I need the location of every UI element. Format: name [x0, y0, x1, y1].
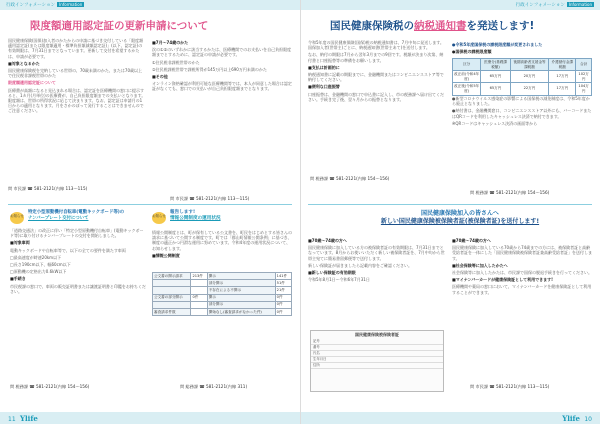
box2-title: 報告します! 情報公開制度の運用状況: [170, 210, 221, 221]
table-cell: [191, 280, 207, 287]
box1-title: 特定小型原動機付自転車(電動キックボード等)の ナンバープレート交付について: [28, 210, 125, 221]
ylife-logo-right: Ylife: [562, 414, 580, 423]
table-cell: [153, 301, 191, 308]
box2-body: 情報公開制度とは、町が保有している公文書を、町民をはじめとする皆さんの請求に基づいて公開する制度です。町では「郡山町情報公開条例」に基づき、制度の適正かつ円滑な運用に努めています。令和4年度の運用状況について、お知らせします。 ■情報公開制度: [152, 230, 292, 258]
right-page: [300, 0, 600, 424]
tax-limit-table: [452, 58, 592, 96]
left-contact-1: 問 市民課 ☎ 581-2121(内線 113～115): [8, 186, 88, 191]
table-cell: 開示: [207, 273, 275, 280]
page-number-left: 11: [8, 416, 16, 423]
table-cell: [153, 287, 191, 294]
table-cell: 22万円: [510, 83, 549, 95]
table-row: [153, 294, 292, 301]
left-contact-2: 問 市民課 ☎ 581-2121(内線 113～115): [170, 196, 250, 201]
table-cell: 不存在による不開示: [207, 287, 275, 294]
right-col1: 令和5年度の国民健康保険(国保)税の納税通知書は、7月中旬に発送します。国保加入者(世帯主)ごとに、納税通知書(世帯主あて)を送付します。 なお、納付の期限は7月から翌年3月までの9回です。税額が決まり次第、納付書と口座振替等の準備をお願いします。 ■支払は計画的に 納税通知書に記載の期限までに、金融機関またはコンビニエンスストア等で納付してください。 ■便利な口座振替 口座振替は、金融機関の窓口で申込書に記入し、市の税務課へ届け出てください。手続き完了後、翌々月からの振替となります。: [308, 40, 444, 102]
table-row: [153, 280, 292, 287]
left-col1: 国民健康保険(国保)加入者のかたからの申請に基づき交付している「限度額適用認定証(または限度額適用・標準負担額減額認定証)」(以下、認定証)の有効期限は、7月31日までとなっています。更新して交付を希望するかたは、申請が必要です。 ■対象となるかた 国民健康保険税を完納している世帯の、70歳未満のかた、または70歳以上で住民税非課税世帯のかた 限度額適用認定証について 医療費が高額になると見込まれる場合は、認定証を医療機関の窓口に提示すると、1カ月(月単位)の医療費が、自己負担限度額までの支払いとなります。限度額は、世帯の所得状況に応じて決まります。なお、認定証は申請月の1日からの適用となります。月をさかのぼって発行することはできませんのでご注意ください。: [8, 38, 146, 114]
left-title: 限度額適用認定証の更新申請について: [30, 20, 209, 32]
table-cell: 65万円: [481, 83, 510, 95]
table-cell: 部分開示: [207, 280, 275, 287]
table-cell: 部分開示: [207, 301, 275, 308]
disclosure-table: [152, 272, 292, 316]
table-cell: 開始なし(審査請求がなかった件): [207, 308, 275, 315]
table-cell: 102万円: [576, 71, 592, 83]
table-cell: [191, 308, 207, 315]
table-cell: 0件: [191, 294, 207, 301]
table-cell: 20万円: [510, 71, 549, 83]
table-header-cell: 区分: [453, 59, 481, 71]
left-col2: ■7月～74歳のかた 次の①②のいずれかに該当するかたは、医療機関でのお支払いを自己負担限度額までとするために、認定証の申請が必要です。 ①住民税非課税世帯のかた ②住民税課税世帯で課税所得が145万円以上690万円未満のかた ■その他 オンライン資格確認が利用可能な医療機関等では、本人が同意した場合は認定証がなくても、窓口での支払いが自己負担限度額までとなります。: [152, 40, 292, 92]
table-cell: 公文書の開示請求: [153, 273, 191, 280]
table-cell: 審査請求件数: [153, 308, 191, 315]
table-cell: 改正前(令和4年度): [453, 71, 481, 83]
table-cell: 0件: [275, 308, 291, 315]
table-cell: [191, 301, 207, 308]
divider: [8, 204, 292, 205]
notice-pill: お知らせ: [10, 212, 24, 224]
table-header-cell: 合計: [576, 59, 592, 71]
page-number-right: 10: [584, 416, 592, 423]
table-cell: 213件: [191, 273, 207, 280]
left-header: 行政インフォメーション Information: [6, 2, 83, 8]
sub-col2: ■70歳～74歳の方へ 国民健康保険に加入している70歳から74歳までの方には、被保険者証と高齢受給者証を一体にした「国民健康保険被保険者証兼高齢受給者証」を送付します。 ■社会保険等に加入したかたへ 社会保険等に加入したかたは、市民課で国保の脱退手続きを行ってください。 ■マイナンバーカードが健康保険証として利用できます! 医療機関や薬局の窓口において、マイナンバーカードを健康保険証として利用することができます。: [452, 238, 592, 295]
table-row: [453, 71, 592, 83]
table-cell: 0件: [275, 294, 291, 301]
table-row: [153, 273, 292, 280]
box1-contact: 問 税務課 ☎ 581-2121(内線 154～156): [10, 384, 90, 389]
right-title: 国民健康保険税の納税通知書を発送します!: [330, 20, 535, 32]
table-cell: [153, 280, 191, 287]
notice-pill-2: お知らせ: [152, 212, 166, 224]
right-contact-2: 問 税務課 ☎ 581-2121(内線 154～156): [470, 190, 550, 195]
right-col2-notes: ●新型コロナウイルス感染症の影響による国保税の減免制度は、令和5年度から廃止となりました。 ●納付書は、金融機関窓口、コンビニエンスストア以外にも、バーコードまたはQRコードを利用したキャッシュレス決済で納付できます。 ※QRコードはキャッシュレス決済の画面等から: [452, 96, 592, 126]
table-cell: 104万円: [576, 83, 592, 95]
table-cell: 51件: [275, 280, 291, 287]
table-row: [153, 308, 292, 315]
sub-col1: ■70歳～74歳の方へ 国民健康保険に加入している方の被保険者証の有効期限は、7月31日までとなっています。8月からお使いいただく新しい被保険者証を、7月中旬から世帯主宛てに簡易書留郵便等で送付します。 新しい保険証が届きましたら記載内容をご確認ください。 ■新しい保険証の有効期限 令和5年8月1日～令和6年7月31日: [308, 238, 445, 283]
table-cell: 公文書の部分開示: [153, 294, 191, 301]
table-row: [453, 83, 592, 95]
table-cell: [191, 287, 207, 294]
table-cell: 17万円: [549, 71, 576, 83]
insurance-card-title: 国民健康保険加入の皆さんへ 新しい国民健康保険被保険者証(被保険者証)を送付します!: [380, 210, 540, 225]
table-header-cell: 後期高齢者支援金等課税額: [510, 59, 549, 71]
table-header-cell: 医療分(基礎課税額): [481, 59, 510, 71]
box1-body: 「道路交通法」の改正に伴い「特定小型原動機付自転車」(電動キックボード等)に取り付けるナンバープレートの交付を開始しました。 ■対象車両 電動キックボードや自転車等で、以下の全ての要件を満たす車両 □最高速度が時速20km以下 □長さ190cm以下、幅60cm以下 □原動機の定格出力0.6kW以下 ■手続き 市民税課の窓口で、車両の販売証明書または譲渡証明書と印鑑をお持ちください。: [10, 228, 146, 294]
table-row: [153, 301, 292, 308]
divider-right: [308, 204, 592, 205]
table-cell: 改正後(令和5年度): [453, 83, 481, 95]
table-header-cell: 介護納付金課税額: [549, 59, 576, 71]
right-contact-1: 問 税務課 ☎ 581-2121(内線 154～156): [310, 176, 390, 181]
box2-contact: 問 総務課 ☎ 581-2121(内線 311): [180, 384, 248, 389]
sub-contact: 問 市民課 ☎ 581-2121(内線 113～115): [470, 384, 550, 389]
right-col2: ●令和5年度国保税の課税限度額が変更されました ●国保税の課税限度額: [452, 42, 543, 55]
table-cell: 開示: [207, 294, 275, 301]
table-cell: 0件: [275, 301, 291, 308]
right-header: 行政インフォメーション Information: [515, 2, 592, 8]
table-cell: 21件: [275, 287, 291, 294]
table-cell: 65万円: [481, 71, 510, 83]
insurance-card-sample: 国民健康保険被保険者証 記号 番号 氏名 生年月日 住所: [310, 330, 444, 392]
table-cell: 17万円: [549, 83, 576, 95]
ylife-logo-left: Ylife: [20, 414, 38, 423]
table-cell: 141件: [275, 273, 291, 280]
table-row: [153, 287, 292, 294]
